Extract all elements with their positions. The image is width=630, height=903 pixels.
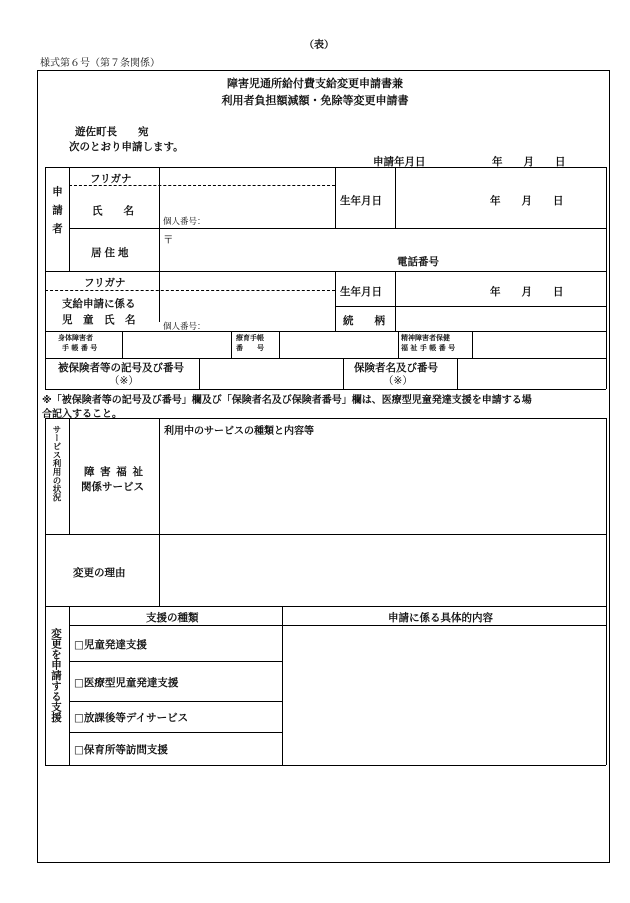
- rule: [472, 331, 473, 358]
- applicant-section-label: 申請者: [51, 186, 63, 242]
- rule: [45, 418, 46, 534]
- rule: [45, 534, 46, 606]
- rule: [69, 732, 282, 733]
- applicant-personal-number-label: 個人番号：: [163, 217, 206, 227]
- rule: [45, 167, 46, 271]
- rule: [335, 167, 336, 228]
- insured-number-label-line1: 被保険者等の記号及び番号: [58, 362, 184, 374]
- rule: [159, 167, 160, 322]
- rule: [45, 167, 606, 168]
- child-name-label-line1: 支給申請に係る: [62, 298, 136, 310]
- note-line1: ※「被保険者等の記号及び番号」欄及び「保険者名及び保険者番号」欄は、医療型児童発達支援を申請する場: [42, 395, 532, 406]
- rule: [69, 661, 282, 662]
- application-date-input[interactable]: 年 月 日: [492, 156, 566, 168]
- rule: [231, 331, 232, 358]
- option-child-development-support[interactable]: □児童発達支援: [74, 639, 147, 651]
- child-birthdate-label: 生年月日: [340, 286, 382, 298]
- request-detail-header: 申請に係る具体的内容: [388, 612, 493, 624]
- change-reason-label: 変更の理由: [73, 567, 126, 579]
- rule: [45, 290, 335, 291]
- addressee: 遊佐町長 宛: [75, 126, 149, 138]
- form-title-line1: 障害児通所給付費支給変更申請書兼: [227, 77, 403, 90]
- mental-handbook-label-line2: 福 祉 手 帳 番 号: [401, 344, 456, 352]
- option-after-school-day-service[interactable]: □放課後等デイサービス: [74, 712, 189, 724]
- welfare-service-label-line1: 障 害 福 祉: [84, 466, 144, 478]
- rule: [45, 358, 606, 359]
- rehab-handbook-label-line1: 療育手帳: [236, 334, 264, 342]
- rule: [45, 389, 606, 390]
- rule: [69, 701, 282, 702]
- service-usage-section-label: サービス利用の状況: [51, 425, 61, 502]
- phone-label: 電話番号: [397, 256, 439, 268]
- physical-handbook-label-line1: 身体障害者: [58, 334, 93, 342]
- rule: [159, 418, 160, 606]
- child-furigana-label: フリガナ: [84, 277, 126, 289]
- support-type-header: 支援の種類: [146, 612, 199, 624]
- relationship-label: 続 柄: [343, 315, 385, 327]
- welfare-service-label-line2: 関係サービス: [81, 481, 144, 493]
- child-name-label-line2: 児 童 氏 名: [62, 314, 136, 326]
- rule: [606, 167, 607, 271]
- child-personal-number-label: 個人番号：: [163, 322, 206, 332]
- applicant-address-label: 居住地: [91, 247, 132, 259]
- rule: [45, 271, 606, 272]
- applicant-birthdate-input[interactable]: 年 月 日: [490, 195, 564, 207]
- insurer-label-line2: （※）: [383, 375, 413, 387]
- rule: [199, 358, 200, 389]
- rule: [398, 331, 399, 358]
- rule: [45, 418, 606, 419]
- rule: [606, 418, 607, 606]
- rule: [122, 331, 123, 358]
- rule: [335, 306, 606, 307]
- rule: [395, 167, 396, 228]
- rule: [69, 418, 70, 534]
- rule: [45, 606, 606, 607]
- postal-mark: 〒: [163, 234, 174, 246]
- form-title-line2: 利用者負担額減額・免除等変更申請書: [221, 94, 409, 107]
- rule: [45, 765, 606, 766]
- rule: [69, 625, 606, 626]
- physical-handbook-label-line2: 手 帳 番 号: [62, 344, 98, 352]
- rule: [69, 228, 606, 229]
- current-services-label: 利用中のサービスの種類と内容等: [164, 426, 314, 437]
- rule: [69, 167, 70, 271]
- rule: [335, 271, 336, 331]
- option-nursery-visit-support[interactable]: □保育所等訪問支援: [74, 744, 168, 756]
- front-side-mark: （表）: [304, 40, 334, 51]
- rule: [69, 606, 70, 765]
- rule: [45, 271, 46, 389]
- rule: [343, 358, 344, 389]
- mental-handbook-label-line1: 精神障害者保健: [401, 334, 450, 342]
- child-birthdate-input[interactable]: 年 月 日: [490, 286, 564, 298]
- note-line2: 合記入すること。: [42, 409, 122, 420]
- rule: [45, 331, 606, 332]
- rule: [457, 358, 458, 389]
- rule: [606, 271, 607, 389]
- rule: [45, 534, 606, 535]
- rule: [606, 606, 607, 765]
- form-number: 様式第６号（第７条関係）: [40, 58, 160, 69]
- rule: [395, 271, 396, 331]
- rule: [45, 606, 46, 765]
- rule: [279, 331, 280, 358]
- insurer-label-line1: 保険者名及び番号: [354, 362, 438, 374]
- applicant-furigana-label: フリガナ: [90, 173, 132, 185]
- option-medical-child-development-support[interactable]: □医療型児童発達支援: [74, 677, 179, 689]
- rehab-handbook-label-line2: 番 号: [236, 344, 264, 352]
- application-date-label: 申請年月日: [373, 156, 426, 168]
- intro-text: 次のとおり申請します。: [69, 141, 184, 153]
- insured-number-label-line2: （※）: [109, 375, 139, 387]
- rule: [282, 606, 283, 765]
- applicant-name-label: 氏 名: [92, 205, 134, 217]
- change-request-section-label: 変更を申請する支援: [50, 628, 62, 723]
- applicant-birthdate-label: 生年月日: [340, 195, 382, 207]
